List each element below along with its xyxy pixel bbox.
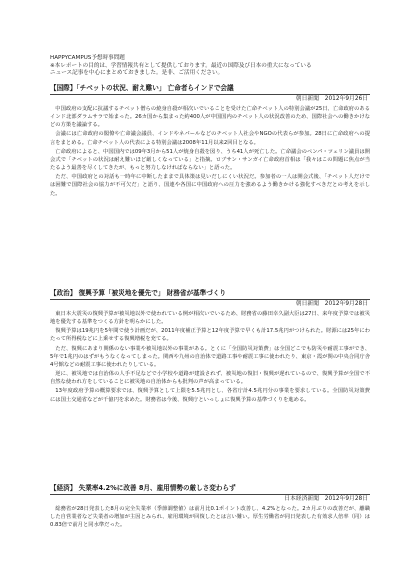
article-source: 朝日新聞 2012年9月28日 [295, 301, 368, 307]
article-paragraph: 亡命政府によると、中国国内では09年3月から51人が焼身自殺を図り、うち41人が死亡した。亡命議会のペンパ・ツェリン議員は開会式で「チベットの状況は耐え難いほど厳しくなっている」と指摘。ロブサン・サンガイ亡命政府首相は「我々はこの問題に焦点が当たるよう最善を尽くしてきたが、もっと努力しなければならない」と語った。 [50, 148, 370, 172]
page-title: HAPPYCAMPUS予想時事問題 [50, 55, 125, 61]
article-paragraph: ただ、復興にあまり関係のない事業や被災地以外の事業がある。とくに「全国防災対策費」は全国どこでも防災や耐震工事ができ、5年で1兆円のはずがもうなくなってしまった。関西や九州の自治体で道路工事や耐震工事に使われたり、東京・霞が関の中央合同庁舎4号館などの耐震工事に使われたりしている。 [50, 345, 370, 368]
article-headline: 【国際】「チベットの状況、耐え難い」 亡命者らインドで会議 [50, 84, 234, 92]
article-economy [50, 484, 370, 529]
article-politics [50, 289, 370, 404]
article-paragraph: 中国政府の支配に抗議するチベット僧らの焼身自殺が相次いでいることを受けた亡命チベット人の特別会議が25日、亡命政府のあるインド北部ダラムサラで始まった。26カ国から集まった約400人が中国国内のチベット人の状況改善のため、国際社会への働きかけなどの方策を議論する。 [50, 106, 370, 129]
article-paragraph: 総務省が28日発表した8月の完全失業率（季節調整値）は前月比0.1ポイント改善し、4.2%となった。2カ月ぶりの改善だが、離職した自営業者など失業者の増加が主因とみられ、雇用環境が回復したとは言い難い。厚生労働省が同日発表した有効求人倍率（同）は0.83倍で前月と同水準だった。 [50, 506, 370, 529]
notice-line-2: ニュース記事を中心にまとめておきました。是非、ご活用ください。 [50, 70, 224, 77]
article-source: 朝日新聞 2012年9月26日 [295, 96, 368, 102]
article-paragraph: ただ、中国政府との対話も一時年に中断したままで具体策は見いだしにくい状況だ。参加者の一人は開会式後、「チベット人だけでは困難で国際社会の協力が不可欠だ」と語り、国連や各国に中国政府への圧力を強めるよう働きかける強化すべきだとの考えを示した。 [50, 174, 370, 197]
article-international [50, 84, 370, 198]
article-paragraph: 13年度政府予算の概算要求では、復興予算として上限を5.5兆円とし、各省庁計4.5兆円分の事業を要求している。全国防災対策費には国土交通省などが千億円を求めた。財務省は今後、復興庁といっしょに復興予算の基準づくりを進める。 [50, 388, 370, 403]
notice-line-1: ※本レポートの目的は、学習情報共有として提供しております。最近の国際及び日本の重大になっている [50, 62, 312, 69]
page-header [50, 55, 370, 78]
article-source: 日本経済新聞 2012年9月28日 [284, 496, 368, 502]
article-paragraph: 復興予算は19兆円を5年間で使う計画だが、2011年度補正予算と12年度予算で早くも計17.5兆円がつけられた。財源には25年にわたって所得税などに上乗せする復興増税を充てる。 [50, 328, 370, 343]
article-paragraph: 会議には亡命政府の閣僚や亡命議会議員、インドやネパールなどのチベット人社会やNGOの代表らが参加。28日に亡命政府への提言をまとめる。亡命チベット人の代表による特別会議は2008年11月以来2回目となる。 [50, 131, 370, 146]
article-paragraph: 東日本大震災の復興予算が被災地以外で使われている例が相次いでいるため、財務省の藤田幸久副大臣は27日、来年度予算では被災地を優先する基準をつくる方針を明らかにした。 [50, 311, 370, 326]
article-headline: 【経済】 失業率4.2%に改善 8月、雇用情勢の厳しさ変わらず [50, 484, 236, 492]
article-headline: 【政治】 復興予算「被災地を優先で」 財務省が基準づくり [50, 289, 227, 297]
article-paragraph: 逆に、被災地では自治体の人手不足などで小学校や道路が建設されず、被災地の復旧・復興が遅れているので、復興予算が全国で不自然な使われ方をしていることに被災地の自治体からも批判の声が高まっている。 [50, 371, 370, 386]
